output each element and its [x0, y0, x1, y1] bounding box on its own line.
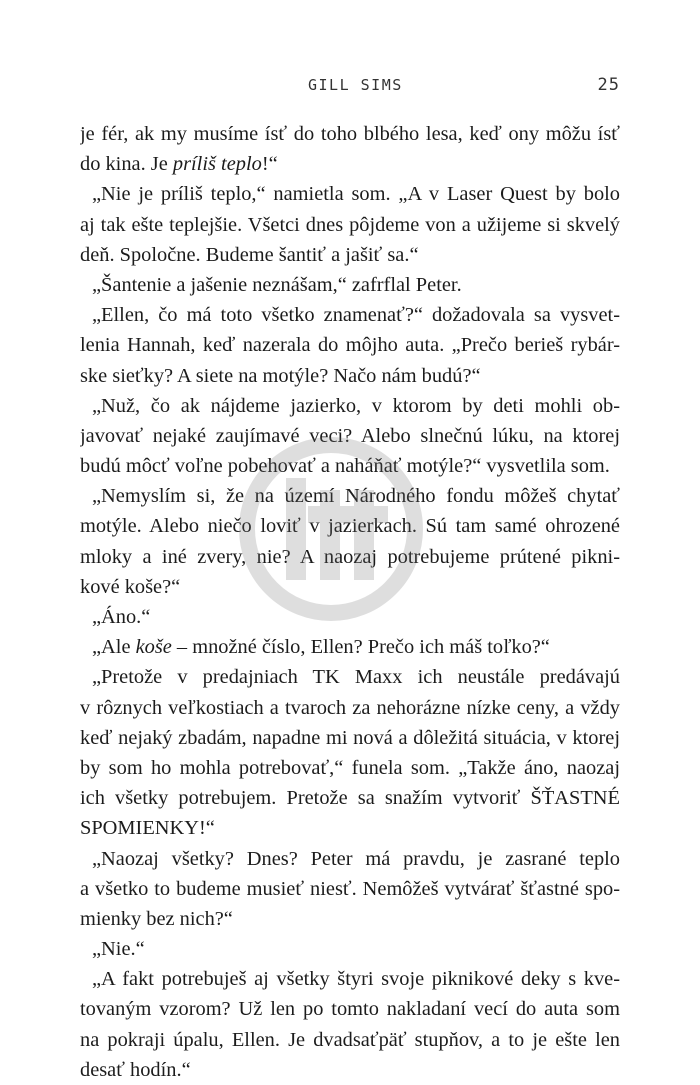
text-run: kové koše?“: [80, 575, 181, 598]
text-line: [80, 391, 620, 421]
text-run: aj tak ešte teplejšie. Všetci dnes pôjdeme von a užijeme si skvelý: [80, 213, 620, 236]
paragraph: [80, 270, 620, 300]
text-run: mienky bez nich?“: [80, 907, 233, 930]
text-line: [80, 874, 620, 904]
text-line: [80, 813, 620, 843]
text-run: „Naozaj všetky? Dnes? Peter má pravdu, je zasrané teplo: [92, 847, 620, 870]
text-line: [80, 511, 620, 541]
text-run: na pokraji úpalu, Ellen. Je dvadsaťpäť stupňov, a to je ešte len: [80, 1028, 620, 1051]
text-run: „Nie je príliš teplo,“ namietla som. „A v Laser Quest by bolo: [92, 183, 620, 206]
text-line: [80, 572, 620, 602]
text-line: [80, 783, 620, 813]
text-line: [80, 451, 620, 481]
text-line: [80, 994, 620, 1024]
emphasis-run: [136, 636, 172, 658]
text-run: mloky a iné zvery, nie? A naozaj potrebujeme prútené pikni-: [80, 545, 620, 568]
text-run: je fér, ak my musíme ísť do toho blbého lesa, keď ony môžu ísť: [80, 123, 620, 145]
body-text: [80, 119, 620, 1085]
text-run: „Šantenie a jašenie neznášam,“ zafrflal Peter.: [92, 273, 462, 296]
text-run: tovaným vzorom? Už len po tomto nakladaní vecí do auta som: [80, 998, 620, 1021]
text-line: [80, 240, 620, 270]
text-line: [80, 119, 620, 149]
text-run: v rôznych veľkostiach a tvaroch za nehorázne nízke ceny, a vždy: [80, 696, 620, 719]
author-name: GILL SIMS: [308, 76, 403, 94]
text-line: [80, 1025, 620, 1055]
text-line: [80, 723, 620, 753]
text-run: ske sieťky? A siete na motýle? Načo nám budú?“: [80, 364, 481, 387]
text-line: [80, 693, 620, 723]
text-run: „Áno.“: [92, 606, 151, 628]
text-run: „A fakt potrebuješ aj všetky štyri svoje piknikové deky s kve-: [92, 968, 620, 991]
text-run: „Nuž, čo ak nájdeme jazierko, v ktorom by deti mohli ob-: [92, 394, 620, 417]
text-line: [80, 602, 620, 632]
paragraph: [80, 391, 620, 482]
text-line: [80, 330, 620, 360]
italic-emphasis: príliš teplo: [172, 153, 262, 176]
text-run: SPOMIENKY!“: [80, 817, 215, 840]
text-run: a všetko to budeme musieť niesť. Nemôžeš vytvárať šťastné spo-: [80, 877, 620, 900]
paragraph: [80, 662, 620, 843]
text-run: javovať nejaké zaujímavé veci? Alebo slnečnú lúku, na ktorej: [80, 424, 620, 447]
text-run: do kina. Je: [80, 153, 173, 176]
emphasis-run: [173, 153, 262, 175]
text-line: [80, 179, 620, 209]
text-run: ich všetky potrebujem. Pretože sa snažím vytvoriť ŠŤASTNÉ: [80, 787, 620, 810]
text-run: by som ho mohla potrebovať,“ funela som. „Takže áno, naozaj: [80, 756, 620, 779]
text-line: [80, 361, 620, 391]
text-line: [80, 753, 620, 783]
text-line: [80, 270, 620, 300]
text-run: „Ale: [92, 636, 136, 659]
italic-emphasis: koše: [135, 636, 172, 659]
text-line: [80, 542, 620, 572]
text-run: budú môcť voľne pobehovať a naháňať motýle?“ vysvetlila som.: [80, 455, 610, 478]
text-run: „Pretože v predajniach TK Maxx ich neustále predávajú: [92, 666, 620, 689]
paragraph: [80, 964, 620, 1085]
paragraph: [80, 934, 620, 964]
text-line: [80, 662, 620, 692]
text-line: [80, 632, 620, 662]
paragraph: [80, 300, 620, 391]
text-line: [80, 481, 620, 511]
text-run: – množné číslo, Ellen? Prečo ich máš toľko?“: [171, 636, 550, 659]
text-run: desať hodín.“: [80, 1058, 191, 1081]
paragraph: [80, 844, 620, 935]
text-run: !“: [261, 153, 278, 176]
text-run: keď nejaký zbadám, napadne mi nová a dôležitá situácia, v ktorej: [80, 726, 620, 749]
paragraph: [80, 602, 620, 632]
paragraph: [80, 119, 620, 179]
text-line: [80, 904, 620, 934]
text-run: deň. Spoločne. Budeme šantiť a jašiť sa.“: [80, 243, 419, 266]
text-line: [80, 149, 620, 179]
text-run: „Nemyslím si, že na území Národného fondu môžeš chytať: [92, 485, 620, 508]
paragraph: [80, 179, 620, 270]
paragraph: [80, 481, 620, 602]
text-line: [80, 934, 620, 964]
paragraph: [80, 632, 620, 662]
text-line: [80, 844, 620, 874]
text-line: [80, 210, 620, 240]
text-run: lenia Hannah, keď nazerala do môjho auta. „Prečo berieš rybár-: [80, 334, 620, 357]
text-run: „Ellen, čo má toto všetko znamenať?“ dožadovala sa vysvet-: [92, 304, 620, 327]
text-line: [80, 300, 620, 330]
text-run: „Nie.“: [92, 938, 145, 961]
running-header: [80, 76, 620, 100]
text-run: motýle. Alebo niečo loviť v jazierkach. Sú tam samé ohrozené: [80, 515, 620, 538]
text-line: [80, 964, 620, 994]
text-line: [80, 1055, 620, 1085]
text-line: [80, 421, 620, 451]
page-number: 25: [597, 75, 620, 95]
